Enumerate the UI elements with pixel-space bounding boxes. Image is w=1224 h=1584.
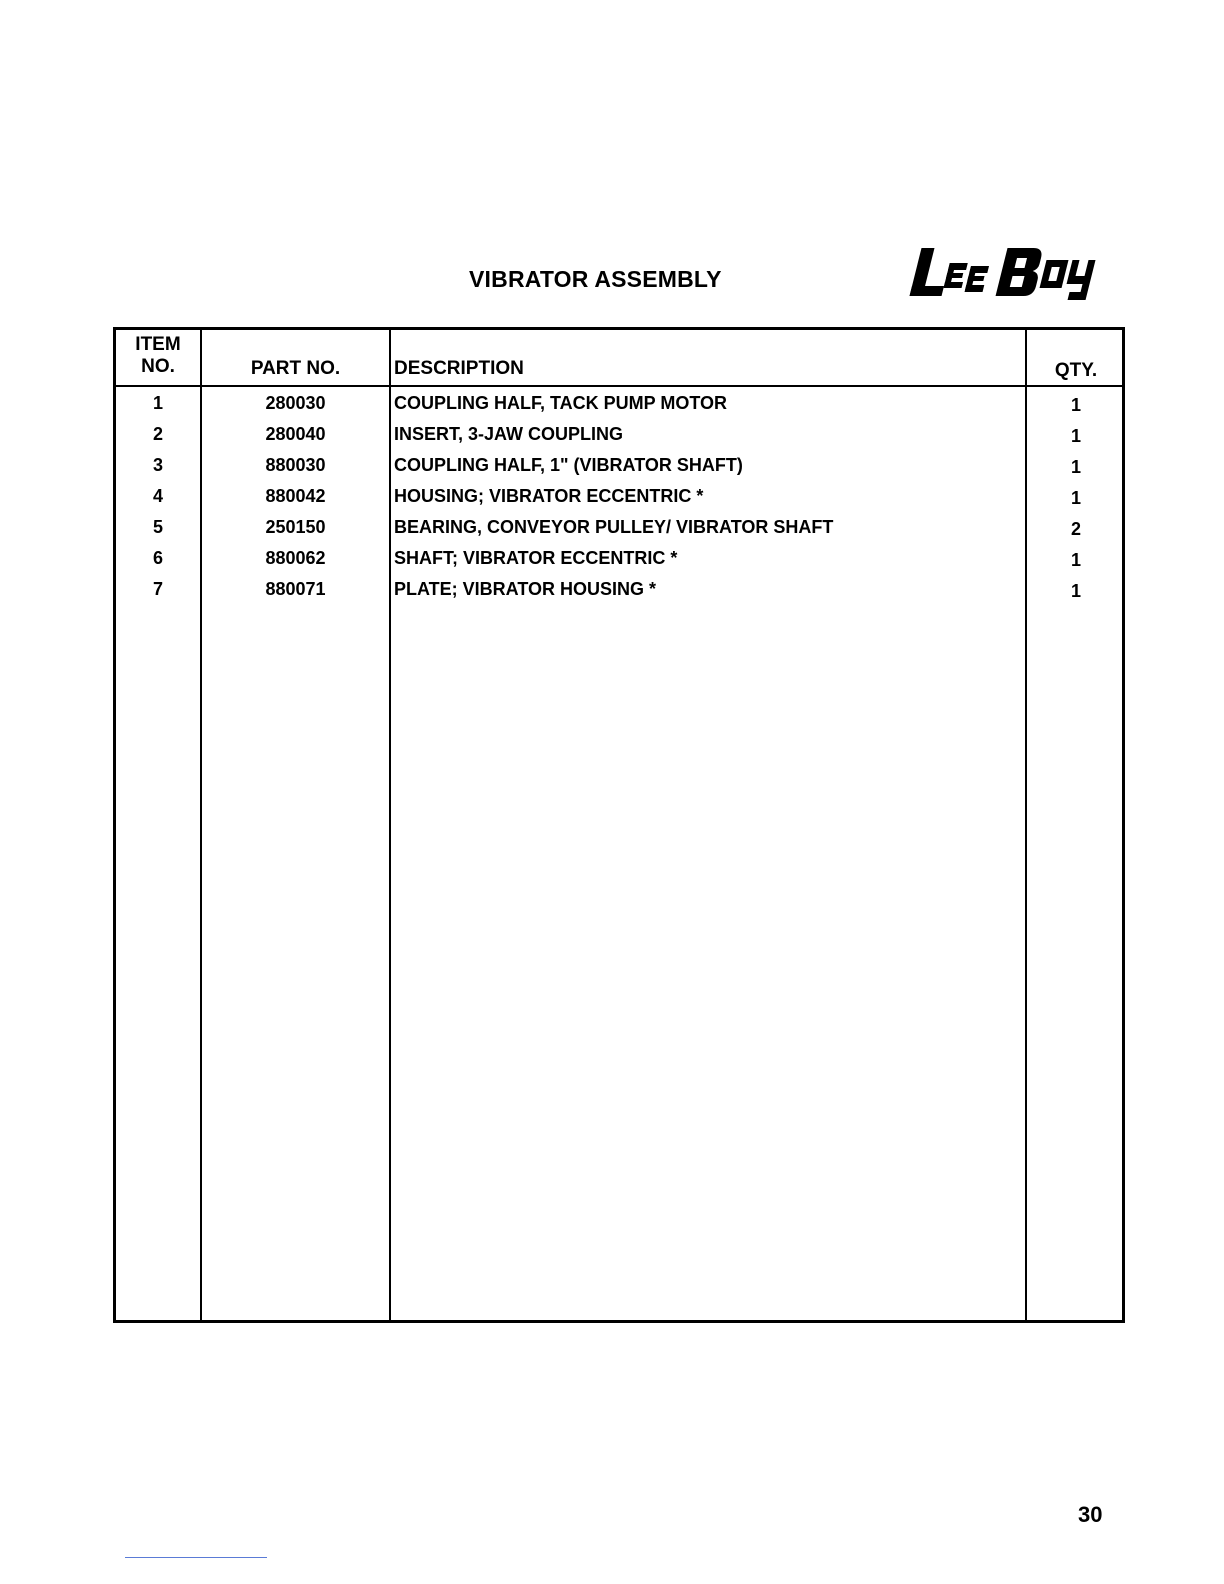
header-item-no: [116, 334, 200, 378]
table-row-description: INSERT, 3-JAW COUPLING: [394, 424, 624, 444]
page-title: VIBRATOR ASSEMBLY: [469, 266, 722, 292]
column-divider: [1025, 330, 1027, 1320]
table-row-item: 4: [152, 486, 163, 506]
table-row-description: COUPLING HALF, TACK PUMP MOTOR: [394, 393, 727, 413]
table-row-part-no: 880042: [265, 486, 326, 506]
table-row-part-no: 280040: [265, 424, 326, 444]
column-divider: [389, 330, 391, 1320]
table-row-qty: 1: [1070, 457, 1081, 477]
table-row-qty: 2: [1070, 519, 1081, 539]
table-row-qty: 1: [1070, 581, 1081, 601]
table-row-qty: 1: [1070, 395, 1081, 415]
footer-underline: [125, 1557, 267, 1558]
table-row-qty: 1: [1070, 550, 1081, 570]
table-row-part-no: 880030: [265, 455, 326, 475]
table-row-description: SHAFT; VIBRATOR ECCENTRIC *: [394, 548, 678, 568]
header-divider: [116, 385, 1122, 387]
table-row-item: 2: [152, 424, 163, 444]
table-row-part-no: 280030: [265, 393, 326, 413]
parts-table: [113, 327, 1125, 1323]
header-item-line2: NO.: [141, 356, 175, 377]
table-row-part-no: 880071: [265, 579, 326, 599]
table-row-description: BEARING, CONVEYOR PULLEY/ VIBRATOR SHAFT: [394, 517, 834, 537]
column-divider: [200, 330, 202, 1320]
header-part-no: PART NO.: [250, 358, 341, 379]
table-row-qty: 1: [1070, 488, 1081, 508]
table-row-item: 6: [152, 548, 163, 568]
leeboy-logo: [898, 238, 1112, 322]
table-row-description: COUPLING HALF, 1" (VIBRATOR SHAFT): [394, 455, 743, 475]
page-number: 30: [1078, 1502, 1103, 1527]
table-row-part-no: 250150: [265, 517, 326, 537]
header-item-line1: ITEM: [135, 334, 181, 355]
table-row-description: PLATE; VIBRATOR HOUSING *: [394, 579, 657, 599]
header-qty: QTY.: [1054, 360, 1098, 381]
table-row-item: 3: [152, 455, 163, 475]
table-row-part-no: 880062: [265, 548, 326, 568]
table-row-qty: 1: [1070, 426, 1081, 446]
table-row-item: 7: [152, 579, 163, 599]
table-row-description: HOUSING; VIBRATOR ECCENTRIC *: [394, 486, 704, 506]
table-row-item: 1: [152, 393, 163, 413]
table-row-item: 5: [152, 517, 163, 537]
header-description: DESCRIPTION: [394, 358, 524, 379]
